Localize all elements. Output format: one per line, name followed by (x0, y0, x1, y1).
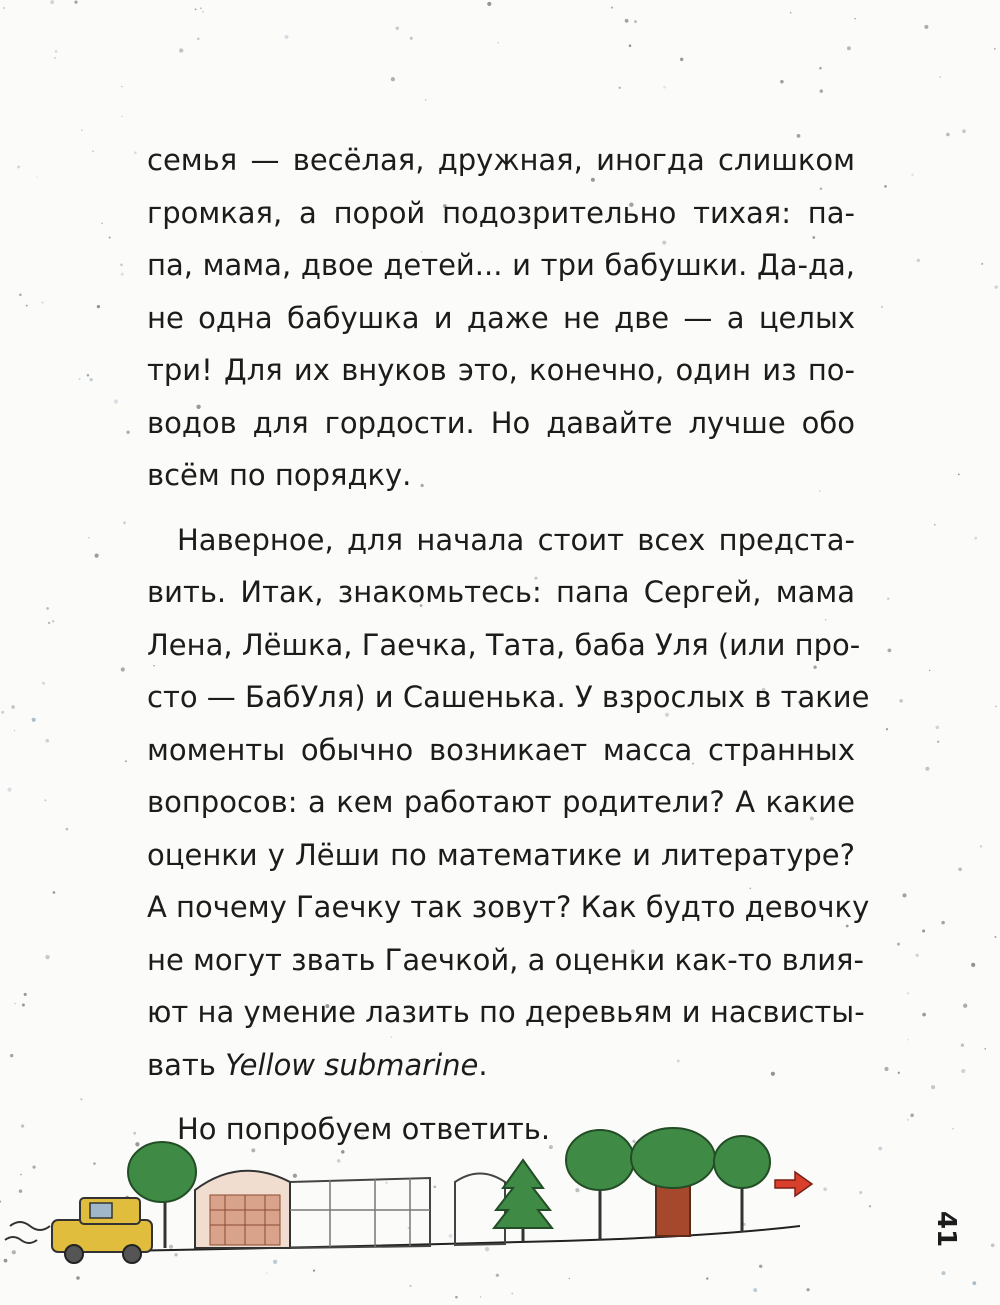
speckle (26, 305, 28, 307)
speckle (53, 891, 56, 894)
speckle (974, 537, 977, 540)
text-line: Лена, Лёшка, Гаечка, Тата, баба Уля (или про- (147, 627, 861, 662)
speckle (902, 893, 906, 897)
speckle (939, 76, 941, 78)
speckle (410, 37, 413, 40)
text-line: Наверное, для начала стоит всех предста- (177, 522, 855, 557)
text-line: А почему Гаечку так зовут? Как будто девочку (147, 890, 870, 924)
text-line: па, мама, двое детей... и три бабушки. Да-да, (147, 248, 855, 282)
speckle (994, 48, 996, 50)
speckle (981, 263, 983, 265)
speckle (908, 1039, 909, 1040)
speckle (961, 1069, 965, 1073)
speckle (125, 760, 127, 762)
speckle (11, 705, 15, 709)
speckle (52, 620, 54, 622)
speckle (898, 1072, 900, 1074)
speckle (884, 1067, 888, 1071)
speckle (941, 921, 945, 925)
speckle (285, 35, 289, 39)
speckle (87, 374, 90, 377)
speckle (847, 46, 851, 50)
speckle (994, 936, 996, 938)
speckle (680, 58, 683, 61)
speckle (101, 223, 103, 225)
speckle (937, 741, 939, 743)
text-line: вопросов: а кем работают родители? А какие (147, 785, 855, 819)
speckle (487, 2, 491, 6)
speckle (88, 537, 89, 538)
speckle (66, 828, 69, 831)
speckle (121, 273, 124, 276)
speckle (946, 133, 950, 137)
speckle (924, 25, 928, 29)
page-number: 41 (931, 1211, 961, 1248)
speckle (46, 607, 49, 610)
speckle (396, 26, 399, 29)
speckle (922, 929, 925, 932)
speckle (10, 1054, 13, 1057)
speckle (3, 7, 6, 10)
speckle (887, 598, 889, 600)
speckle (14, 1003, 15, 1004)
speckle (629, 44, 632, 47)
paragraph-2 (147, 514, 870, 1092)
speckle (625, 19, 629, 23)
round-tree-icon (714, 1136, 770, 1232)
speckle (929, 670, 930, 671)
speckle (611, 7, 613, 9)
speckle (881, 306, 883, 308)
text-line: оценки у Лёши по математике и литературе? (147, 837, 855, 872)
text-fragment: . (478, 1047, 488, 1082)
speckle (50, 0, 54, 4)
yellow-car-icon (5, 1198, 152, 1263)
text-line: не могут звать Гаечкой, а оценки как-то влия- (147, 942, 864, 977)
speckle (897, 943, 900, 946)
fir-tree-icon (494, 1160, 552, 1242)
speckle (24, 993, 27, 996)
page-text (147, 134, 870, 1156)
round-tree-icon (566, 1130, 634, 1240)
speckle (48, 622, 50, 624)
speckle (425, 99, 426, 100)
speckle (886, 728, 888, 730)
speckle (36, 177, 37, 178)
speckle (79, 378, 81, 380)
speckle (995, 285, 998, 288)
speckle (934, 524, 936, 526)
speckle (1, 711, 4, 714)
building-icon (195, 1171, 505, 1248)
speckle (44, 799, 46, 801)
speckle (931, 1085, 935, 1089)
speckle (936, 726, 940, 730)
text-fragment: вать (147, 1047, 226, 1082)
text-line: сто — БабУля) и Сашенька. У взрослых в такие (147, 680, 870, 714)
speckle (19, 293, 22, 296)
speckle (54, 57, 56, 59)
speckle (195, 8, 197, 10)
speckle (122, 116, 123, 117)
speckle (780, 80, 783, 83)
speckle (22, 1004, 25, 1007)
speckle (899, 699, 902, 702)
text-line: ют на умение лазить по деревьям и насвисты- (147, 995, 865, 1029)
speckle (197, 38, 200, 41)
speckle (971, 963, 975, 967)
speckle (958, 474, 960, 476)
paragraph-1 (147, 134, 855, 502)
text-line: моменты обычно возникает масса странных (147, 732, 855, 767)
speckle (95, 554, 99, 558)
speckle (109, 237, 111, 239)
song-title: Yellow submarine (225, 1047, 479, 1082)
speckle (81, 129, 82, 130)
speckle (80, 1098, 82, 1100)
speckle (888, 649, 892, 653)
speckle (89, 378, 92, 381)
text-line: вить. Итак, знакомьтесь: папа Сергей, мама (147, 575, 855, 609)
speckle (917, 259, 920, 262)
speckle (497, 42, 499, 44)
speckle (32, 718, 36, 722)
speckle (910, 1114, 914, 1118)
speckle (7, 787, 11, 791)
speckle (55, 50, 58, 53)
text-line: три! Для их внуков это, конечно, один из по- (147, 353, 855, 387)
speckle (121, 667, 125, 671)
text-line: семья — весёлая, дружная, иногда слишком (147, 143, 855, 177)
red-arrow-icon (775, 1172, 812, 1196)
speckle (962, 129, 966, 133)
speckle (819, 67, 822, 70)
speckle (97, 305, 100, 308)
text-line: громкая, а порой подозрительно тихая: па- (147, 195, 855, 230)
speckle (884, 185, 887, 188)
speckle (820, 89, 823, 92)
speckle (619, 87, 621, 89)
speckle (74, 1, 77, 4)
text-line: водов для гордости. Но давайте лучше обо (147, 405, 855, 440)
speckle (121, 86, 122, 87)
speckle (907, 992, 909, 994)
speckle (123, 521, 126, 524)
speckle (663, 86, 666, 89)
speckle (200, 8, 201, 9)
speckle (916, 954, 919, 957)
speckle (854, 18, 855, 19)
speckle (922, 1013, 926, 1017)
speckle (958, 868, 962, 872)
speckle (134, 152, 137, 155)
speckle (14, 730, 15, 731)
speckle (391, 77, 395, 81)
speckle (202, 11, 204, 13)
speckle (92, 151, 93, 152)
speckle (179, 48, 183, 52)
speckle (42, 302, 44, 304)
speckle (963, 1004, 967, 1008)
speckle (114, 399, 118, 403)
speckle (790, 12, 792, 14)
text-line: не одна бабушка и даже не две — а целых (147, 300, 855, 335)
text-line: Но попробуем ответить. (177, 1112, 551, 1146)
speckle (911, 174, 913, 176)
speckle (984, 1048, 986, 1050)
big-tree-icon (631, 1128, 715, 1236)
speckle (961, 1044, 964, 1047)
speckle (42, 682, 45, 685)
speckle (980, 845, 983, 848)
text-line-last (147, 1039, 855, 1092)
speckle (925, 767, 929, 771)
speckle (17, 166, 20, 169)
speckle (45, 955, 49, 959)
speckle (126, 431, 129, 434)
speckle (634, 20, 637, 23)
speckle (995, 706, 997, 708)
text-line: всём по порядку. (147, 458, 412, 492)
speckle (120, 264, 123, 267)
speckle (45, 739, 49, 743)
childrens-drawing-illustration (0, 1120, 1000, 1305)
